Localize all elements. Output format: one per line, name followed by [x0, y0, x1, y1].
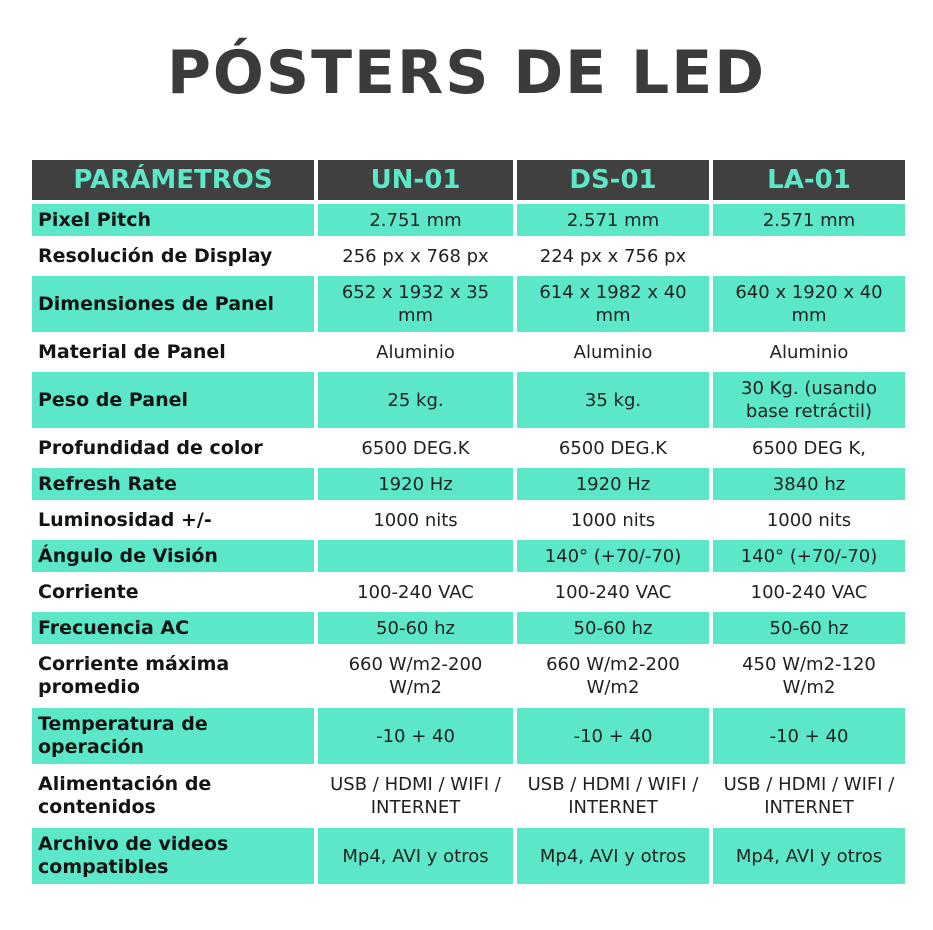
cell-la-01: Aluminio [769, 341, 849, 363]
cell-ds-01: 660 W/m2-200 W/m2 [546, 654, 680, 698]
cell-la-01: -10 + 40 [713, 708, 905, 764]
cell-la-01: 450 W/m2-120 W/m2 [742, 654, 876, 698]
table-row [32, 336, 905, 368]
row-label: Material de Panel [38, 340, 226, 363]
cell-ds-01: 614 x 1982 x 40 mm [517, 276, 709, 332]
cell-ds-01: 100-240 VAC [554, 581, 672, 603]
cell-un-01: USB / HDMI / WIFI / INTERNET [330, 774, 501, 818]
table-row [32, 576, 905, 608]
cell-un-01 [318, 540, 513, 572]
cell-la-01: 140° (+70/-70) [713, 540, 905, 572]
row-label: Profundidad de color [38, 436, 263, 459]
header-un-01: UN-01 [318, 160, 513, 200]
cell-un-01: Mp4, AVI y otros [318, 828, 513, 884]
cell-un-01: 256 px x 768 px [342, 245, 489, 267]
header-row [32, 160, 905, 200]
row-label: Dimensiones de Panel [32, 276, 314, 332]
row-label: Temperatura de operación [32, 708, 314, 764]
table-row [32, 540, 905, 572]
cell-ds-01: 6500 DEG.K [558, 437, 668, 459]
cell-la-01: USB / HDMI / WIFI / INTERNET [723, 774, 895, 818]
cell-ds-01: 2.571 mm [517, 204, 709, 236]
cell-un-01: Aluminio [376, 341, 455, 363]
cell-la-01: 1000 nits [766, 509, 852, 531]
table-row [32, 648, 905, 704]
cell-ds-01: 1000 nits [570, 509, 656, 531]
cell-ds-01: Mp4, AVI y otros [517, 828, 709, 884]
header-ds-01: DS-01 [517, 160, 709, 200]
row-label: Corriente [38, 580, 139, 603]
cell-ds-01: 224 px x 756 px [539, 245, 687, 267]
spec-table [28, 156, 909, 888]
cell-un-01: 1000 nits [373, 509, 458, 531]
row-label: Archivo de videos compatibles [32, 828, 314, 884]
table-row [32, 372, 905, 428]
row-label: Luminosidad +/- [38, 508, 212, 531]
cell-un-01: 660 W/m2-200 W/m2 [348, 654, 483, 698]
cell-la-01: 50-60 hz [713, 612, 905, 644]
cell-la-01: Mp4, AVI y otros [713, 828, 905, 884]
cell-un-01: 25 kg. [318, 372, 513, 428]
cell-la-01: 3840 hz [713, 468, 905, 500]
table-row [32, 432, 905, 464]
cell-ds-01: USB / HDMI / WIFI / INTERNET [527, 774, 699, 818]
table-row [32, 768, 905, 824]
cell-un-01: 652 x 1932 x 35 mm [318, 276, 513, 332]
row-label: Frecuencia AC [32, 612, 314, 644]
cell-la-01: 640 x 1920 x 40 mm [713, 276, 905, 332]
cell-ds-01: 140° (+70/-70) [517, 540, 709, 572]
cell-un-01: 1920 Hz [318, 468, 513, 500]
cell-ds-01: -10 + 40 [517, 708, 709, 764]
cell-un-01: 100-240 VAC [357, 581, 474, 603]
table-row [32, 276, 905, 332]
cell-la-01: 100-240 VAC [750, 581, 868, 603]
table-row [32, 708, 905, 764]
row-label: Alimentación de contenidos [38, 773, 212, 818]
cell-la-01 [713, 240, 905, 272]
cell-ds-01: Aluminio [573, 341, 653, 363]
row-label: Refresh Rate [32, 468, 314, 500]
page-title: PÓSTERS DE LED [166, 38, 767, 108]
header-la-01: LA-01 [713, 160, 905, 200]
cell-la-01: 30 Kg. (usando base retráctil) [713, 372, 905, 428]
row-label: Peso de Panel [32, 372, 314, 428]
cell-la-01: 2.571 mm [713, 204, 905, 236]
cell-un-01: 2.751 mm [318, 204, 513, 236]
table-row [32, 612, 905, 644]
row-label: Pixel Pitch [32, 204, 314, 236]
cell-ds-01: 1920 Hz [517, 468, 709, 500]
table-row [32, 240, 905, 272]
row-label: Ángulo de Visión [32, 540, 314, 572]
header-parametros: PARÁMETROS [32, 160, 314, 200]
table-row [32, 468, 905, 500]
cell-la-01: 6500 DEG K, [752, 437, 866, 459]
table-row [32, 828, 905, 884]
cell-ds-01: 50-60 hz [517, 612, 709, 644]
cell-un-01: 50-60 hz [318, 612, 513, 644]
table-row [32, 504, 905, 536]
cell-un-01: -10 + 40 [318, 708, 513, 764]
row-label: Resolución de Display [38, 244, 273, 267]
table-row [32, 204, 905, 236]
cell-ds-01: 35 kg. [517, 372, 709, 428]
row-label: Corriente máxima promedio [38, 653, 230, 698]
cell-un-01: 6500 DEG.K [361, 437, 470, 459]
